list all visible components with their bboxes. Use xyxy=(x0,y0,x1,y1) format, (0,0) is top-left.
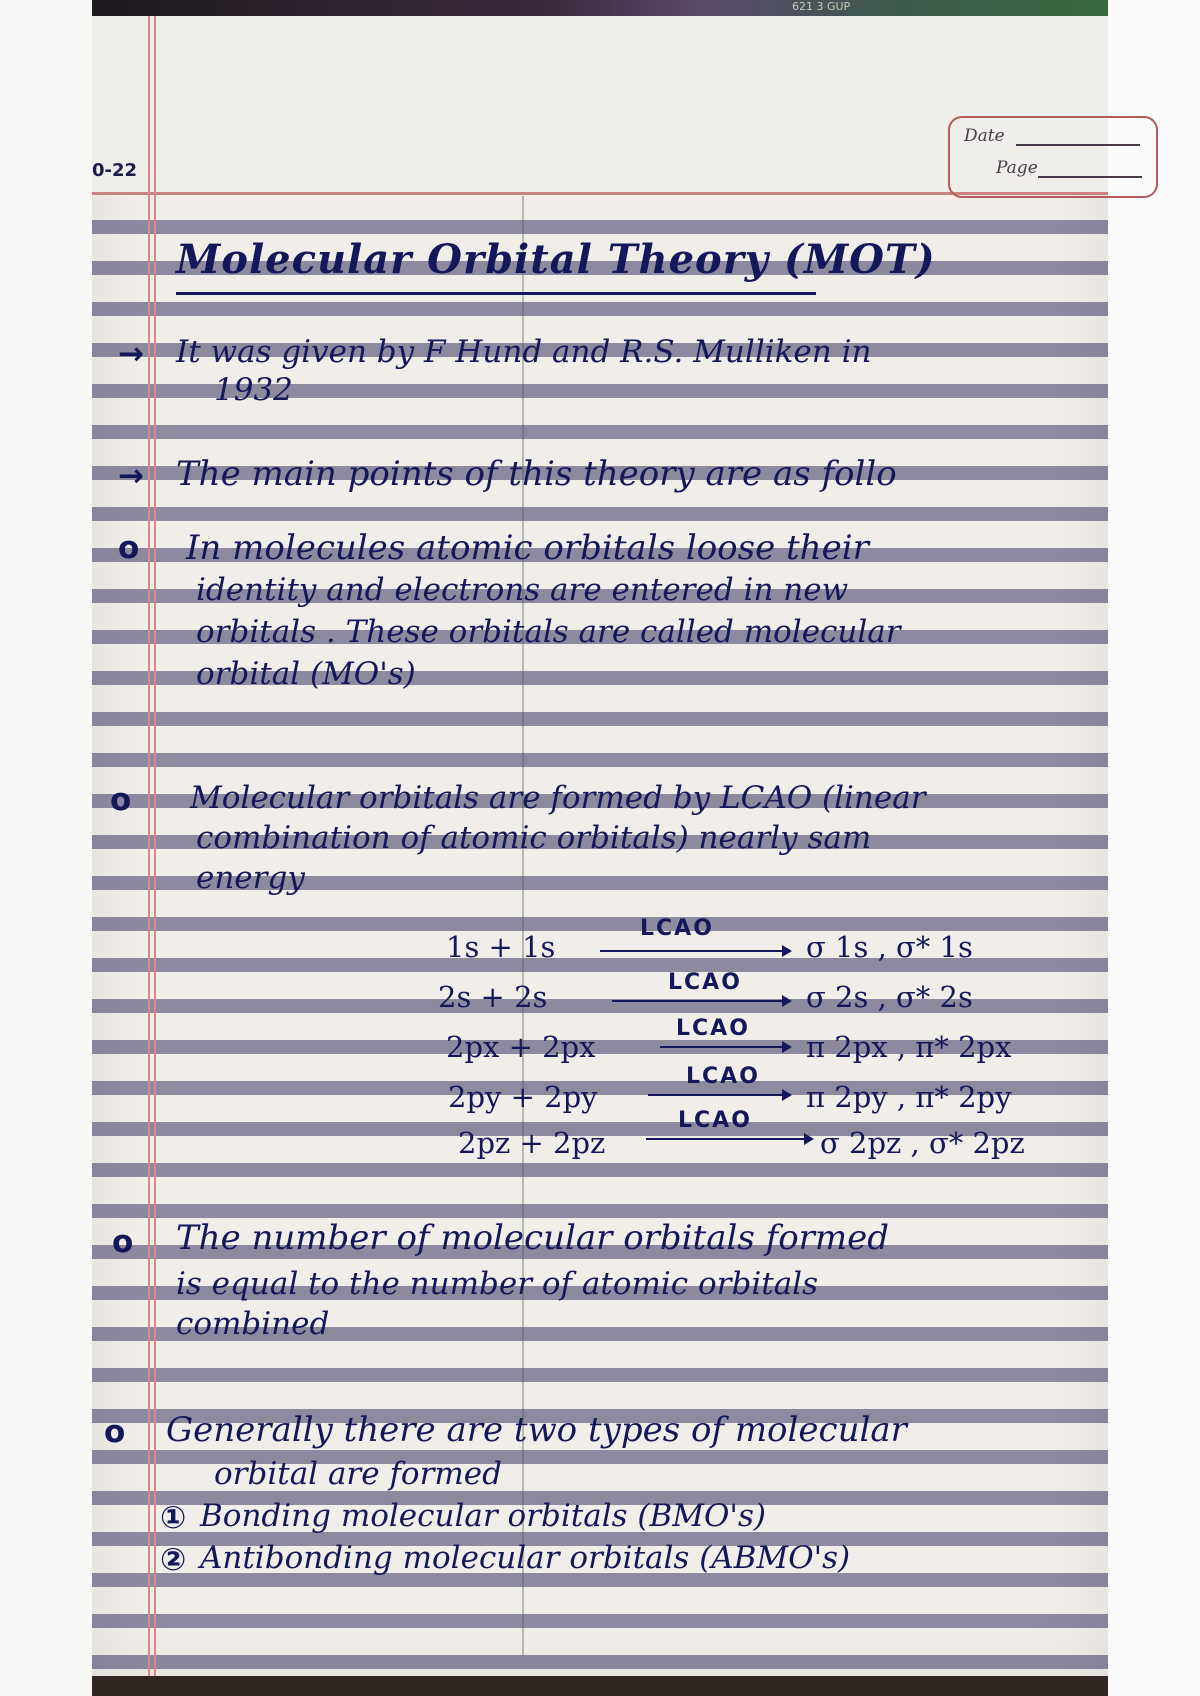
page-title: Molecular Orbital Theory (MOT) xyxy=(176,236,936,283)
side-note: 0-22 xyxy=(92,160,138,181)
text-line: In molecules atomic orbitals loose their xyxy=(186,528,869,568)
text-line: combination of atomic orbitals) nearly sam xyxy=(196,820,872,856)
reaction-arrow xyxy=(612,1000,790,1002)
equation-rhs: σ 2pz , σ* 2pz xyxy=(820,1126,1025,1160)
reaction-arrow xyxy=(660,1046,790,1048)
text-line: The main points of this theory are as follo xyxy=(176,454,897,494)
line-marker: o xyxy=(112,1224,134,1260)
text-line: 1932 xyxy=(214,372,293,408)
list-item: Bonding molecular orbitals (BMO's) xyxy=(200,1498,766,1534)
line-marker: → xyxy=(118,336,144,372)
list-number: ② xyxy=(160,1542,187,1578)
right-background xyxy=(1108,0,1200,1696)
text-line: Molecular orbitals are formed by LCAO (linear xyxy=(190,780,926,816)
strip-text: 621 3 GUP xyxy=(792,0,851,13)
equation-label: LCAO xyxy=(678,1108,752,1133)
equation-rhs: π 2py , π* 2py xyxy=(806,1080,1012,1114)
line-marker: o xyxy=(118,530,140,566)
line-marker: → xyxy=(118,458,144,494)
margin-rule xyxy=(154,16,156,1676)
list-item: Antibonding molecular orbitals (ABMO's) xyxy=(200,1540,851,1576)
left-background xyxy=(0,0,92,1696)
equation-label: LCAO xyxy=(640,916,714,941)
reaction-arrow xyxy=(600,950,790,952)
equation-lhs: 1s + 1s xyxy=(446,930,556,964)
equation-rhs: σ 1s , σ* 1s xyxy=(806,930,973,964)
text-line: It was given by F Hund and R.S. Mulliken in xyxy=(176,334,872,370)
reaction-arrow xyxy=(646,1138,812,1140)
reaction-arrow xyxy=(648,1094,790,1096)
equation-rhs: π 2px , π* 2px xyxy=(806,1030,1012,1064)
text-line: Generally there are two types of molecular xyxy=(166,1410,907,1450)
text-line: orbital (MO's) xyxy=(196,656,416,692)
text-line: The number of molecular orbitals formed xyxy=(176,1218,890,1258)
page-label: Page xyxy=(996,158,1038,178)
text-line: is equal to the number of atomic orbitals xyxy=(176,1266,818,1302)
text-line: energy xyxy=(196,860,305,896)
margin-rule xyxy=(148,16,150,1676)
equation-label: LCAO xyxy=(676,1016,750,1041)
equation-lhs: 2py + 2py xyxy=(448,1080,598,1114)
text-line: combined xyxy=(176,1306,330,1342)
text-line: identity and electrons are entered in new xyxy=(196,572,849,608)
equation-lhs: 2s + 2s xyxy=(438,980,548,1014)
equation-lhs: 2px + 2px xyxy=(446,1030,596,1064)
equation-label: LCAO xyxy=(686,1064,760,1089)
page-line xyxy=(1038,176,1142,178)
text-line: orbitals . These orbitals are called molecular xyxy=(196,614,901,650)
line-marker: o xyxy=(104,1414,126,1450)
bottom-background xyxy=(92,1676,1108,1696)
date-line xyxy=(1016,144,1140,146)
list-number: ① xyxy=(160,1500,187,1536)
equation-label: LCAO xyxy=(668,970,742,995)
title-underline xyxy=(176,292,816,295)
equation-rhs: σ 2s , σ* 2s xyxy=(806,980,973,1014)
date-page-box xyxy=(948,116,1158,198)
equation-lhs: 2pz + 2pz xyxy=(458,1126,606,1160)
line-marker: o xyxy=(110,782,132,818)
text-line: orbital are formed xyxy=(214,1456,502,1492)
date-label: Date xyxy=(964,126,1005,146)
